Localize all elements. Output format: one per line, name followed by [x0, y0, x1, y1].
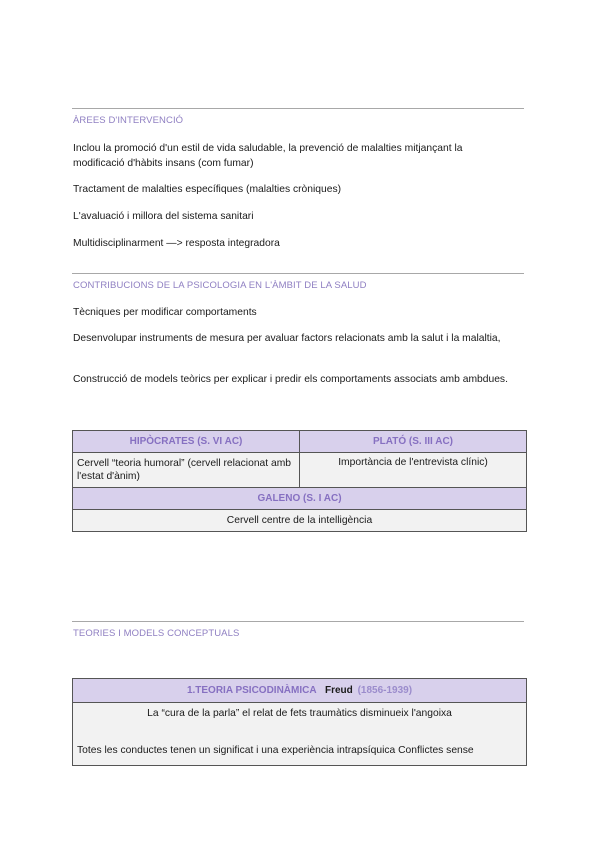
theory-author: Freud: [325, 685, 353, 696]
divider: [72, 273, 524, 274]
paragraph-arees-3: L'avaluació i millora del sistema sanitari: [73, 211, 254, 222]
section-heading-contribucions: CONTRIBUCIONS DE LA PSICOLOGIA EN L'ÀMBIT DE LA SALUD: [73, 280, 367, 291]
theory-line-1: La “cura de la parla” el relat de fets traumàtics disminueix l'angoixa: [147, 708, 452, 719]
table-header-hipocrates: HIPÒCRATES (S. VI AC): [73, 431, 300, 453]
table-cell-plato: Importància de l'entrevista clínic): [300, 453, 527, 488]
paragraph-arees-1: Inclou la promoció d'un estil de vida saludable, la prevenció de malalties mitjançant la modificació d'hàbits insans (com fumar): [73, 143, 463, 169]
theory-table: [72, 678, 527, 766]
table-cell-galeno: Cervell centre de la intelligència: [73, 510, 527, 532]
theory-line-2: Totes les conductes tenen un significat i una experiència intrapsíquica Conflictes sense: [77, 745, 474, 756]
theory-title: 1.TEORIA PSICODINÀMICA: [186, 685, 317, 696]
section-heading-arees: ÀREES D'INTERVENCIÓ: [73, 115, 184, 126]
paragraph-contribucions-2: Desenvolupar instruments de mesura per avaluar factors relacionats amb la salut i la malaltia,: [73, 333, 501, 344]
theory-years: (1856-1939): [357, 685, 413, 696]
section-heading-teories: TEORIES I MODELS CONCEPTUALS: [73, 628, 240, 639]
table-header-plato: PLATÓ (S. III AC): [300, 431, 527, 453]
table-header-psicodinamica: [73, 679, 527, 703]
table-cell-psicodinamica: [73, 703, 527, 766]
paragraph-contribucions-1: Tècniques per modificar comportaments: [73, 307, 257, 318]
divider: [72, 108, 524, 109]
paragraph-arees-4: Multidisciplinarment —> resposta integradora: [73, 238, 280, 249]
paragraph-contribucions-3: Construcció de models teòrics per explicar i predir els comportaments associats amb ambdues.: [73, 374, 508, 385]
divider: [72, 621, 524, 622]
paragraph-arees-2: Tractament de malalties específiques (malalties cròniques): [73, 184, 342, 195]
table-cell-hipocrates: Cervell “teoria humoral” (cervell relacionat amb l'estat d'ànim): [73, 453, 300, 488]
table-header-galeno: GALENO (S. I AC): [73, 488, 527, 510]
history-table: [72, 430, 527, 532]
